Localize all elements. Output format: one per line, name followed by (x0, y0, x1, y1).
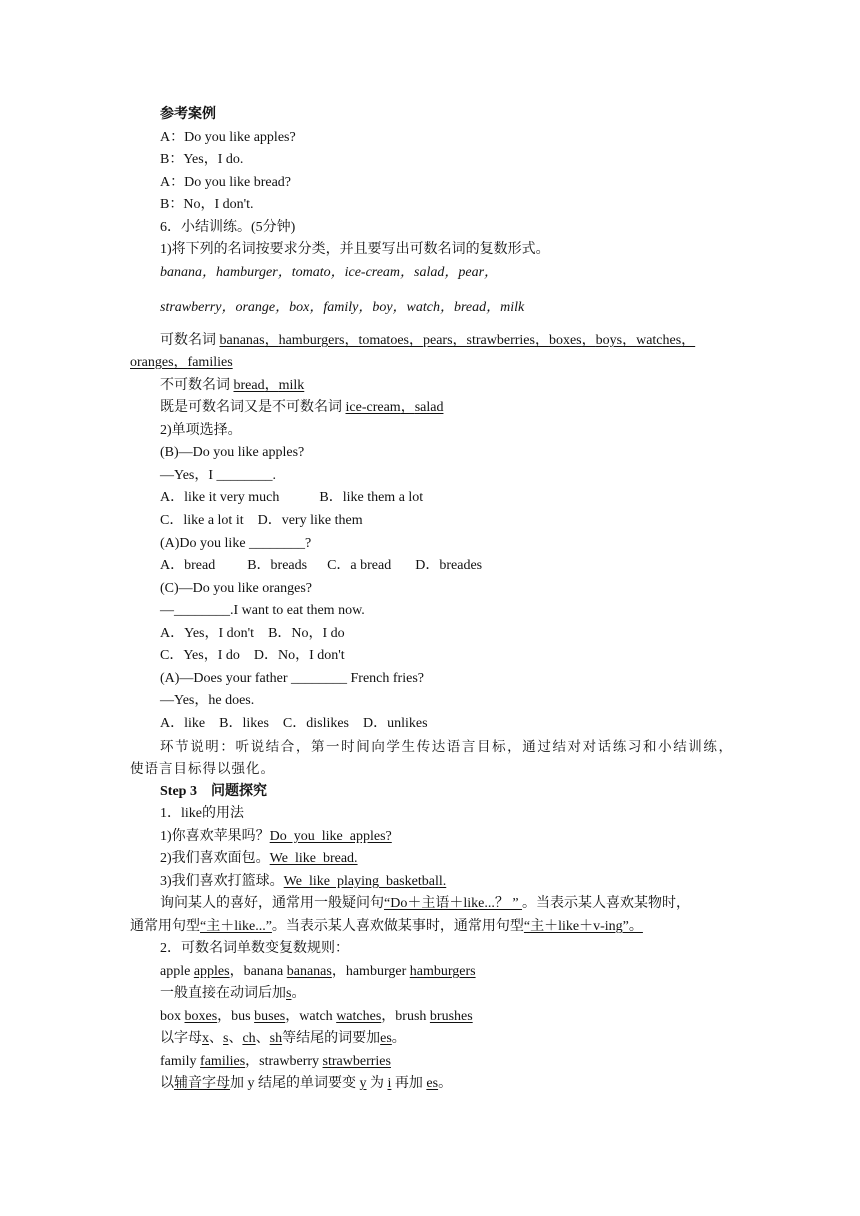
rule3-description: 以辅音字母加 y 结尾的单词要变 y 为 i 再加 es。 (160, 1076, 453, 1091)
both-answers: ice-cream，salad (345, 400, 444, 415)
like-usage-title: 1．like的用法 (160, 806, 244, 821)
task1-title: 1)将下列的名词按要求分类，并且要写出可数名词的复数形式。 (160, 242, 550, 257)
rule2-examples: box boxes，bus buses，watch watches，brush brushes (160, 1009, 473, 1024)
like-summary-line2: 通常用句型“主＋like...”。当表示某人喜欢做某事时，通常用句型“主＋like＋v-ing”。 (130, 919, 643, 934)
rule1-examples: apple apples，banana bananas，hamburger hamburgers (160, 964, 476, 979)
countable-label: 可数名词 (160, 333, 216, 348)
question-reply: —Yes，he does. (160, 693, 255, 708)
question-options: C．like a lot it D．very like them (160, 513, 363, 528)
word-list-line1: banana，hamburger，tomato，ice-cream，salad，pear， (160, 265, 499, 280)
like-example: 1)你喜欢苹果吗？Do you like apples? (160, 829, 392, 844)
rule1-description: 一般直接在动词后加s。 (160, 986, 306, 1001)
both-line (160, 398, 443, 418)
question-options: A．like B．likes C．dislikes D．unlikes (160, 716, 428, 731)
question-reply: —Yes，I ________. (160, 468, 277, 483)
word-list-line2: strawberry，orange，box，family，boy，watch，bread，milk (160, 300, 525, 315)
question-stem: (A)—Does your father ________ French fries? (160, 671, 424, 686)
step3-heading: Step 3 问题探究 (160, 784, 267, 799)
rule2-description: 以字母x、s、ch、sh等结尾的词要加es。 (160, 1031, 406, 1046)
dialogue-line: B：Yes，I do. (160, 152, 244, 167)
uncountable-label: 不可数名词 (160, 378, 230, 393)
uncountable-line (160, 376, 304, 396)
question-reply: —________.I want to eat them now. (160, 603, 365, 618)
countable-answer-line2: oranges，families (130, 355, 233, 370)
question-options: C．Yes，I do D．No，I don't (160, 648, 345, 663)
section-title: 参考案例 (160, 107, 216, 122)
section-note-line2: 使语言目标得以强化。 (130, 761, 275, 777)
question-options: A．Yes，I don't B．No，I do (160, 626, 345, 641)
item6-title: 6．小结训练。(5分钟) (160, 220, 296, 235)
countable-answer-line1 (160, 331, 695, 351)
plural-rules-title: 2．可数名词单数变复数规则： (160, 941, 349, 956)
countable-answers: bananas，hamburgers，tomatoes，pears，strawberries，boxes，boys，watches， (219, 333, 696, 348)
dialogue-line: B：No，I don't. (160, 197, 254, 212)
question-options: A．like it very much B．like them a lot (160, 490, 424, 505)
uncountable-answers: bread，milk (233, 378, 305, 393)
question-stem: (C)—Do you like oranges? (160, 581, 313, 596)
question-stem: (A)Do you like ________? (160, 536, 312, 551)
both-label: 既是可数名词又是不可数名词 (160, 400, 342, 415)
like-summary-line1: 询问某人的喜好，通常用一般疑问句“Do＋主语＋like...？ ” 。当表示某人喜欢某物时， (160, 896, 691, 911)
task2-title: 2)单项选择。 (160, 423, 242, 438)
dialogue-line: A：Do you like apples? (160, 130, 296, 145)
question-stem: (B)—Do you like apples? (160, 445, 305, 460)
like-example: 2)我们喜欢面包。We like bread. (160, 851, 358, 866)
dialogue-line: A：Do you like bread? (160, 175, 292, 190)
like-example: 3)我们喜欢打篮球。We like playing basketball. (160, 874, 447, 889)
question-options: A．bread B．breads C．a bread D．breades (160, 558, 483, 573)
rule3-examples: family families，strawberry strawberries (160, 1054, 391, 1069)
section-note-line1: 环 节 说 明 ： 听 说 结 合 ， 第 一 时 间 向 学 生 传 达 语 言 目 标 ， 通 过 结 对 对 话 练 习 和 小 结 训 练 ， (160, 739, 732, 755)
